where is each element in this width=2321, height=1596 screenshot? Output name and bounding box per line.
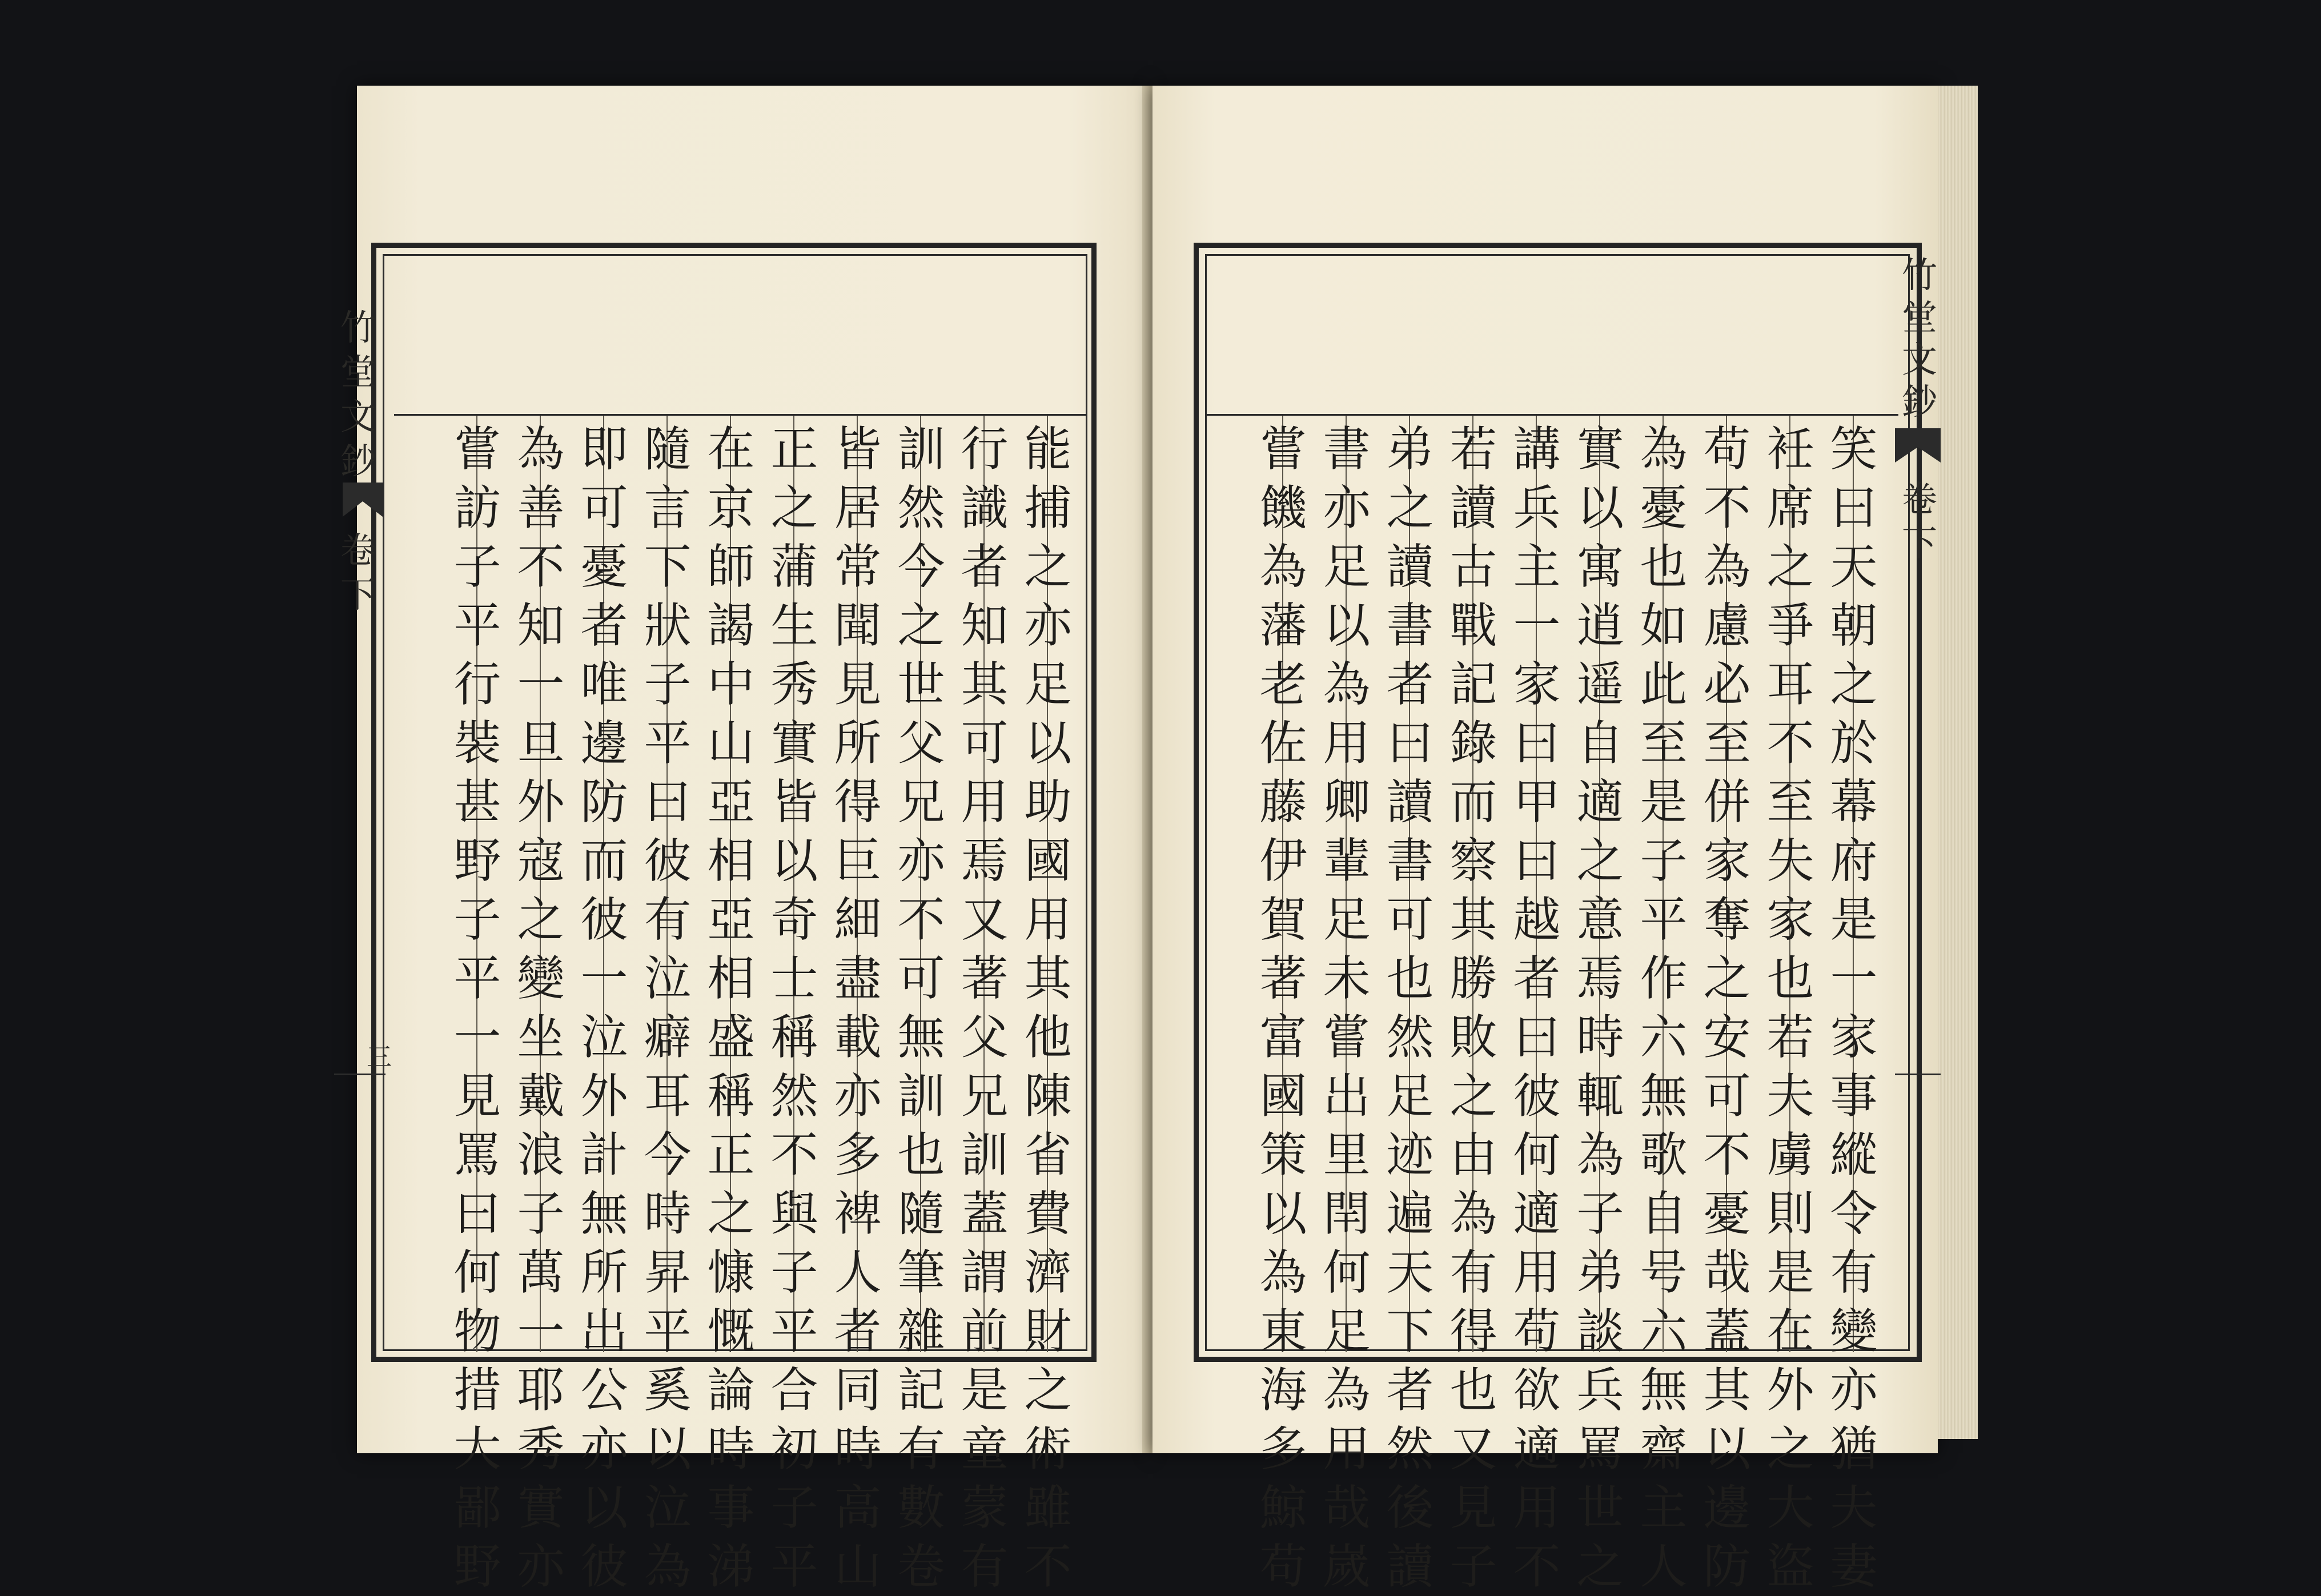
- left-text-column: 在京師謁中山亞相亞相盛稱正之慷慨論時事涕: [707, 421, 755, 1594]
- left-text-column: 隨言下狀子平曰彼有泣癖耳今時昇平奚以泣為: [644, 421, 692, 1594]
- right-text-column: 嘗饑為藩老佐藤伊賀著富國策以為東海多鯨苟: [1259, 421, 1307, 1594]
- left-text-column: 皆居常聞見所得巨細盡載亦多裨人者同時高山: [834, 421, 882, 1594]
- left-text-column: 嘗訪子平行裝甚野子平一見罵曰何物措大鄙野: [453, 421, 501, 1594]
- left-hashin: [331, 243, 394, 1362]
- left-text-column: 正之蒲生秀實皆以奇士稱然不與子平合初子平: [770, 421, 818, 1594]
- right-text-column: 苟不為慮必至併家奪之安可不憂哉蓋其以邊防: [1703, 421, 1751, 1594]
- left-text-column: 訓然今之世父兄亦不可無訓也隨筆雜記有數卷: [897, 421, 945, 1594]
- right-header-rule: [1205, 414, 1898, 416]
- right-text-column: 衽席之爭耳不至失家也若夫虜則是在外之大盜: [1766, 421, 1814, 1594]
- left-hashin-volume: 卷下: [340, 529, 376, 616]
- right-hashin: [1895, 243, 1963, 1362]
- right-text-column: 弟之讀書者曰讀書可也然足迹遍天下者然後讀: [1386, 421, 1434, 1594]
- right-text-column: 講兵主一家曰甲曰越者曰彼何適用苟欲適用不: [1513, 421, 1561, 1594]
- left-hashin-title: 竹堂文鈔: [340, 307, 376, 482]
- left-page-number: 三: [367, 1043, 392, 1072]
- right-text-column: 為憂也如此至是子平作六無歌自号六無齋主人: [1640, 421, 1688, 1594]
- right-text-column: 實以寓逍遥自適之意焉時輒為子弟談兵罵世之: [1576, 421, 1624, 1594]
- right-text-column: 若讀古戰記錄而察其勝敗之由為有得也又見子: [1449, 421, 1497, 1594]
- right-hashin-title: 竹堂文鈔: [1901, 254, 1937, 423]
- fish-tail-icon: [343, 483, 383, 517]
- left-text-column: 能捕之亦足以助國用其他陳省費濟財之術雖不: [1024, 421, 1072, 1594]
- fish-tail-icon: [1895, 428, 1941, 463]
- right-text-column: 笑曰天朝之於幕府是一家事縱令有變亦猶夫妻: [1830, 421, 1878, 1594]
- right-hashin-rule: [1895, 1074, 1941, 1075]
- left-hashin-rule: [334, 1074, 386, 1075]
- right-hashin-volume: 卷下: [1901, 478, 1937, 564]
- left-text-column: 即可憂者唯邊防而彼一泣外計無所出公亦以彼: [580, 421, 628, 1594]
- left-text-column: 行識者知其可用焉又著父兄訓蓋謂前是童蒙有: [961, 421, 1009, 1594]
- right-text-column: 書亦足以為用卿輩足未嘗出里閈何足為用哉嵗: [1323, 421, 1371, 1594]
- left-text-column: 為善不知一旦外寇之變坐戴浪子萬一耶秀實亦: [517, 421, 565, 1594]
